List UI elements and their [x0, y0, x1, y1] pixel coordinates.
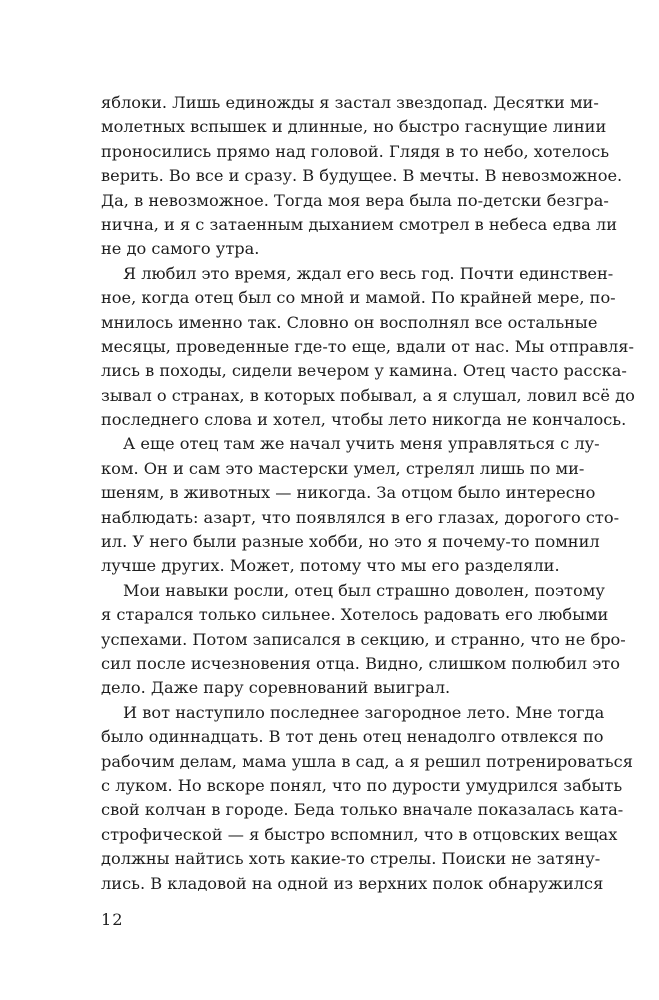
text-line: последнего слова и хотел, чтобы лето никогда не кончалось. [101, 410, 627, 430]
text-line: зывал о странах, в которых побывал, а я слушал, ловил всё до [101, 385, 635, 405]
paragraph [101, 432, 620, 578]
text-line: месяцы, проведенные где-то еще, вдали от нас. Мы отправля- [101, 336, 634, 356]
text-line: ком. Он и сам это мастерски умел, стрелял лишь по ми- [101, 458, 585, 478]
page-number: 12 [101, 910, 124, 929]
text-line: молетных вспышек и длинные, но быстро гаснущие линии [101, 117, 607, 137]
text-line: Я любил это время, ждал его весь год. Почти единствен- [123, 263, 614, 283]
text-line: нична, и я с затаенным дыханием смотрел в небеса едва ли [101, 214, 617, 234]
body-text [101, 91, 635, 896]
text-line: лучше других. Может, потому что мы его разделяли. [101, 556, 560, 576]
text-line: мнилось именно так. Словно он восполнял все остальные [101, 312, 598, 332]
text-line: шеням, в животных — никогда. За отцом было интересно [101, 483, 596, 503]
text-line: свой колчан в городе. Беда только вначале показалась ката- [101, 800, 624, 820]
text-line: Да, в невозможное. Тогда моя вера была по-детски безгра- [101, 190, 609, 210]
paragraph [101, 701, 633, 896]
text-line: Мои навыки росли, отец был страшно доволен, поэтому [123, 580, 605, 600]
text-line: наблюдать: азарт, что появлялся в его глазах, дорогого сто- [101, 507, 620, 527]
text-line: ное, когда отец был со мной и мамой. По крайней мере, по- [101, 288, 616, 308]
paragraph [101, 91, 623, 262]
text-line: должны найтись хоть какие-то стрелы. Поиски не затяну- [101, 849, 601, 869]
text-line: И вот наступило последнее загородное лето. Мне тогда [123, 702, 605, 722]
text-line: строфической — я быстро вспомнил, что в отцовских вещах [101, 824, 618, 844]
text-line: лись в походы, сидели вечером у камина. Отец часто расска- [101, 361, 627, 381]
text-line: верить. Во все и сразу. В будущее. В мечты. В невозможное. [101, 166, 623, 186]
text-line: дело. Даже пару соревнований выиграл. [101, 678, 451, 698]
text-line: проносились прямо над головой. Глядя в то небо, хотелось [101, 141, 610, 161]
text-line: успехами. Потом записался в секцию, и странно, что не бро- [101, 629, 626, 649]
text-line: ил. У него были разные хобби, но это я почему-то помнил [101, 532, 600, 552]
text-line: не до самого утра. [101, 239, 260, 259]
text-line: А еще отец там же начал учить меня управляться с лу- [123, 434, 600, 454]
text-line: было одиннадцать. В тот день отец ненадолго отвлекся по [101, 727, 604, 747]
text-line: лись. В кладовой на одной из верхних полок обнаружился [101, 873, 604, 893]
text-line: сил после исчезновения отца. Видно, слишком полюбил это [101, 653, 620, 673]
paragraph [101, 579, 626, 701]
text-line: яблоки. Лишь единожды я застал звездопад. Десятки ми- [101, 93, 599, 112]
text-line: я старался только сильнее. Хотелось радовать его любыми [101, 605, 609, 625]
paragraph [101, 262, 635, 433]
text-line: рабочим делам, мама ушла в сад, а я решил потренироваться [101, 751, 633, 771]
text-line: с луком. Но вскоре понял, что по дурости умудрился забыть [101, 775, 623, 795]
